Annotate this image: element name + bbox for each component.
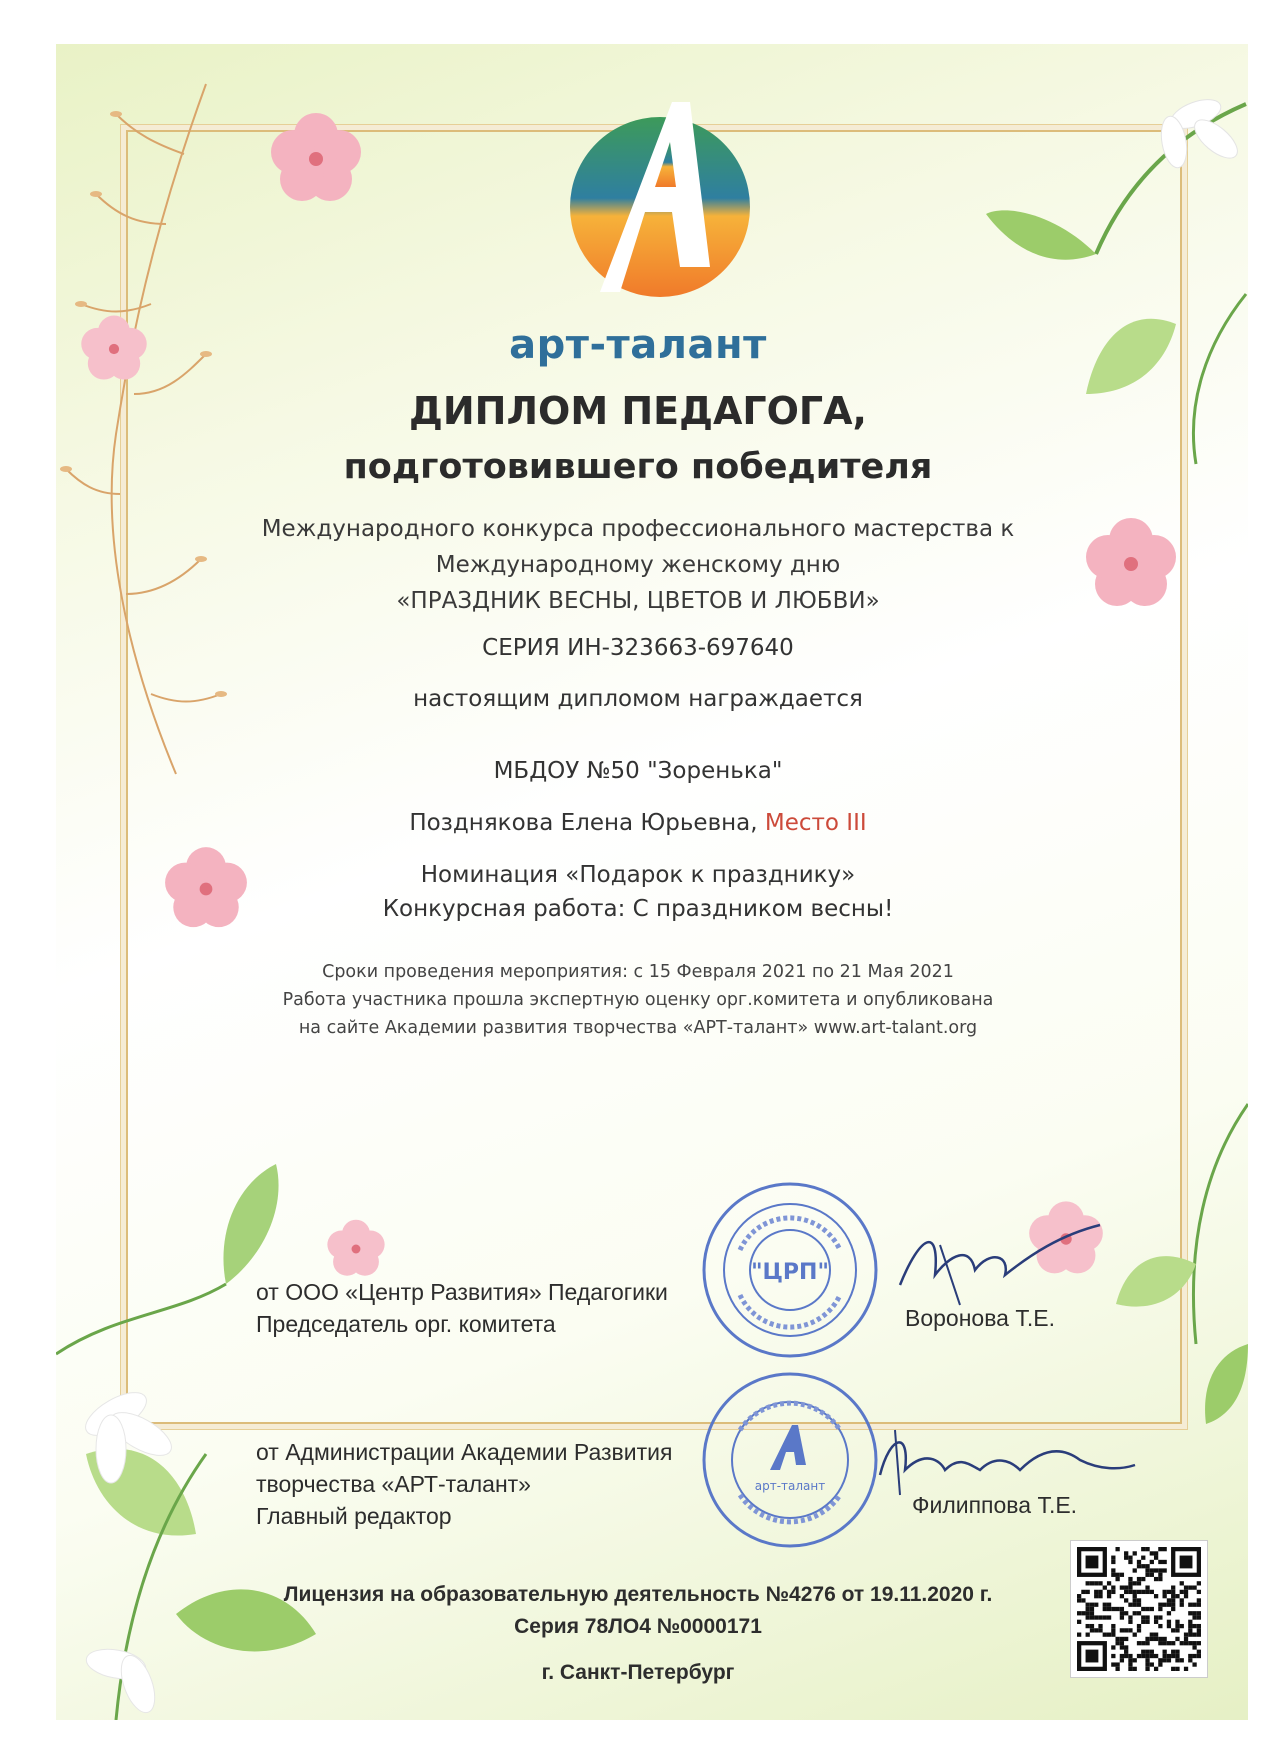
contest-description <box>0 511 1276 619</box>
pink-flower-icon <box>321 1214 391 1284</box>
contest-line: Международного конкурса профессионального мастерства к <box>261 516 1015 542</box>
terms-line: Работа участника прошла экспертную оценку орг.комитета и опубликована <box>282 990 994 1010</box>
leaf-decoration-right <box>946 44 1248 504</box>
terms-line: на сайте Академии развития творчества «АРТ-талант» www.art-talant.org <box>298 1018 978 1038</box>
diploma-subtitle: подготовившего победителя <box>343 447 933 487</box>
place-badge: Место III <box>764 810 867 836</box>
signature-role-line: Председатель орг. комитета <box>256 1311 556 1337</box>
stamp-text: "ЦРП" <box>751 1260 829 1285</box>
nomination: Номинация «Подарок к празднику» <box>420 862 856 888</box>
terms-block <box>0 958 1276 1042</box>
signature-block-academy <box>256 1436 672 1532</box>
signature-org-line: творчества «АРТ-талант» <box>256 1471 531 1497</box>
signer-name: Воронова Т.Е. <box>905 1305 1055 1331</box>
series-number: СЕРИЯ ИН-323663-697640 <box>482 635 794 661</box>
recipient-line <box>0 810 1276 836</box>
qr-code[interactable] <box>1070 1540 1208 1678</box>
diploma-title: ДИПЛОМ ПЕДАГОГА, <box>409 389 867 433</box>
pink-flower-icon <box>261 104 371 214</box>
contest-work: Конкурсная работа: С праздником весны! <box>382 896 894 922</box>
signature-org-line: от ООО «Центр Развития» Педагогики <box>256 1279 668 1305</box>
contest-line: Международному женскому дню <box>435 552 841 578</box>
signature-org-line: от Администрации Академии Развития <box>256 1439 673 1465</box>
signature-voronova-icon <box>880 1215 1110 1315</box>
terms-line: Сроки проведения мероприятия: с 15 Февраля 2021 по 21 Мая 2021 <box>322 962 954 982</box>
license-line: Лицензия на образовательную деятельность №4276 от 19.11.2020 г. <box>283 1583 993 1606</box>
stamp-text: арт-талант <box>754 1479 826 1493</box>
city: г. Санкт-Петербург <box>541 1661 735 1684</box>
signature-block-crp <box>256 1276 668 1340</box>
signer-name: Филиппова Т.Е. <box>912 1492 1078 1518</box>
license-series: Серия 78ЛО4 №0000171 <box>514 1615 762 1638</box>
recipient-organization: МБДОУ №50 "Зоренька" <box>493 758 783 784</box>
art-talant-logo-icon <box>560 92 760 302</box>
brand-name: арт-талант <box>509 322 767 368</box>
leaf-decoration-bottom-right <box>1106 1044 1248 1464</box>
awarded-text: настоящим дипломом награждается <box>413 686 863 712</box>
qr-code-icon <box>1077 1547 1201 1671</box>
contest-name: «ПРАЗДНИК ВЕСНЫ, ЦВЕТОВ И ЛЮБВИ» <box>396 588 880 614</box>
round-stamp-art-talant-icon <box>700 1370 880 1550</box>
round-stamp-crp-icon <box>700 1180 880 1360</box>
recipient-name: Позднякова Елена Юрьевна, <box>409 810 758 836</box>
nomination-block <box>0 858 1276 926</box>
signature-role-line: Главный редактор <box>256 1503 452 1529</box>
